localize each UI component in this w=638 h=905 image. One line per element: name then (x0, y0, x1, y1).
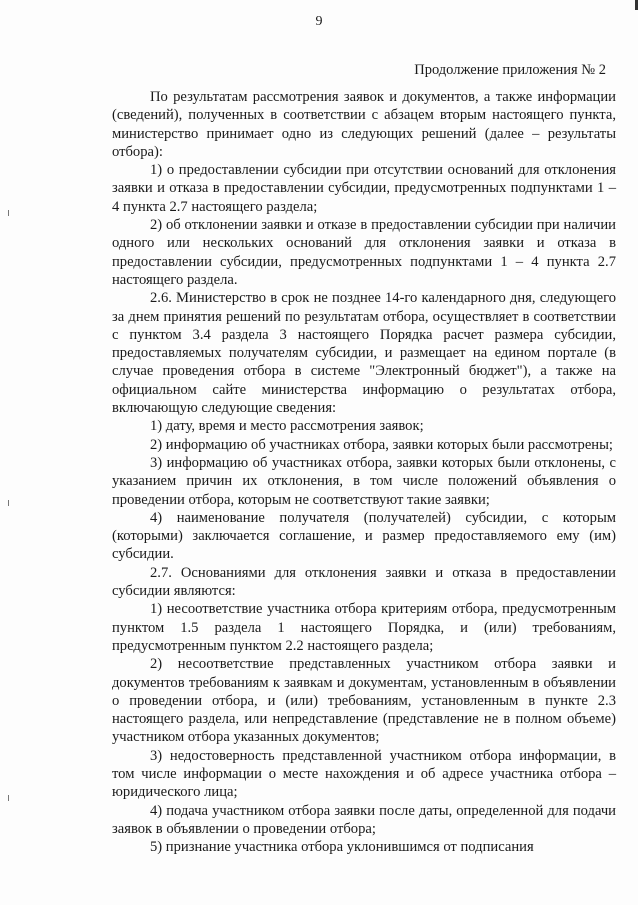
paragraph: 3) недостоверность представленной участником отбора информации, в том числе информации о месте нахождения и об адресе участника отбора – юридического лица; (112, 747, 616, 801)
paragraph: 1) несоответствие участника отбора критериям отбора, предусмотренным пунктом 1.5 раздела 1 настоящего Порядка, и (или) требованиям, предусмотренным пунктом 2.2 настоящего раздела; (112, 601, 616, 654)
paragraph: 4) наименование получателя (получателей) субсидии, с которым (которыми) заключается соглашение, и размер предоставляемого ему (им) субсидии. (112, 509, 616, 563)
paragraph: 1) о предоставлении субсидии при отсутствии оснований для отклонения заявки и отказа в предоставлении субсидии, предусмотренных подпунктами 1 – 4 пункта 2.7 настоящего раздела; (112, 162, 616, 215)
paragraph: 2.7. Основаниями для отклонения заявки и отказа в предоставлении субсидии являются: (112, 564, 616, 600)
paragraph: 1) дату, время и место рассмотрения заявок; (150, 418, 424, 435)
paragraph: 5) признание участника отбора уклонившимся от подписания (150, 839, 534, 856)
margin-mark (8, 795, 9, 801)
document-body (112, 88, 616, 856)
paragraph: 2.6. Министерство в срок не позднее 14-го календарного дня, следующего за днем принятия решений по результатам отбора, осуществляет в соответствии с пунктом 3.4 раздела 3 настоящего Порядка расчет размера субсидии, предоставляемых получателям субсидии, и размещает на едином портале (в случае проведения отбора в системе "Электронный бюджет"), а также на официальном сайте министерства информацию о результатах отбора, включающую следующие сведения: (112, 290, 616, 417)
paragraph: 3) информацию об участниках отбора, заявки которых были отклонены, с указанием причин их отклонения, в том числе положений объявления о проведении отбора, которым не соответствуют такие заявки; (112, 454, 616, 508)
continuation-header: Продолжение приложения № 2 (414, 62, 606, 78)
paragraph: По результатам рассмотрения заявок и документов, а также информации (сведений), полученных в соответствии с абзацем вторым настоящего пункта, министерство принимает одно из следующих решений (далее – результаты отбора): (112, 89, 616, 160)
margin-mark (8, 210, 9, 216)
paragraph: 2) несоответствие представленных участником отбора заявки и документов требованиям к заявкам и документам, установленным в объявлении о проведении отбора, и (или) требованиям, установленным в пункте 2.3 настоящего раздела, или непредставление (представление не в полном объеме) участником отбора указанных документов; (112, 656, 616, 746)
paragraph: 4) подача участником отбора заявки после даты, определенной для подачи заявок в объявлении о проведении отбора; (112, 802, 616, 837)
paragraph: 2) об отклонении заявки и отказе в предоставлении субсидии при наличии одного или нескольких оснований для отклонения заявки и отказа в предоставлении субсидии, предусмотренных подпунктами 1 – 4 пункта 2.7 настоящего раздела. (112, 217, 616, 288)
paragraph: 2) информацию об участниках отбора, заявки которых были рассмотрены; (150, 436, 613, 453)
page-number: 9 (315, 14, 323, 29)
margin-mark (8, 500, 9, 506)
